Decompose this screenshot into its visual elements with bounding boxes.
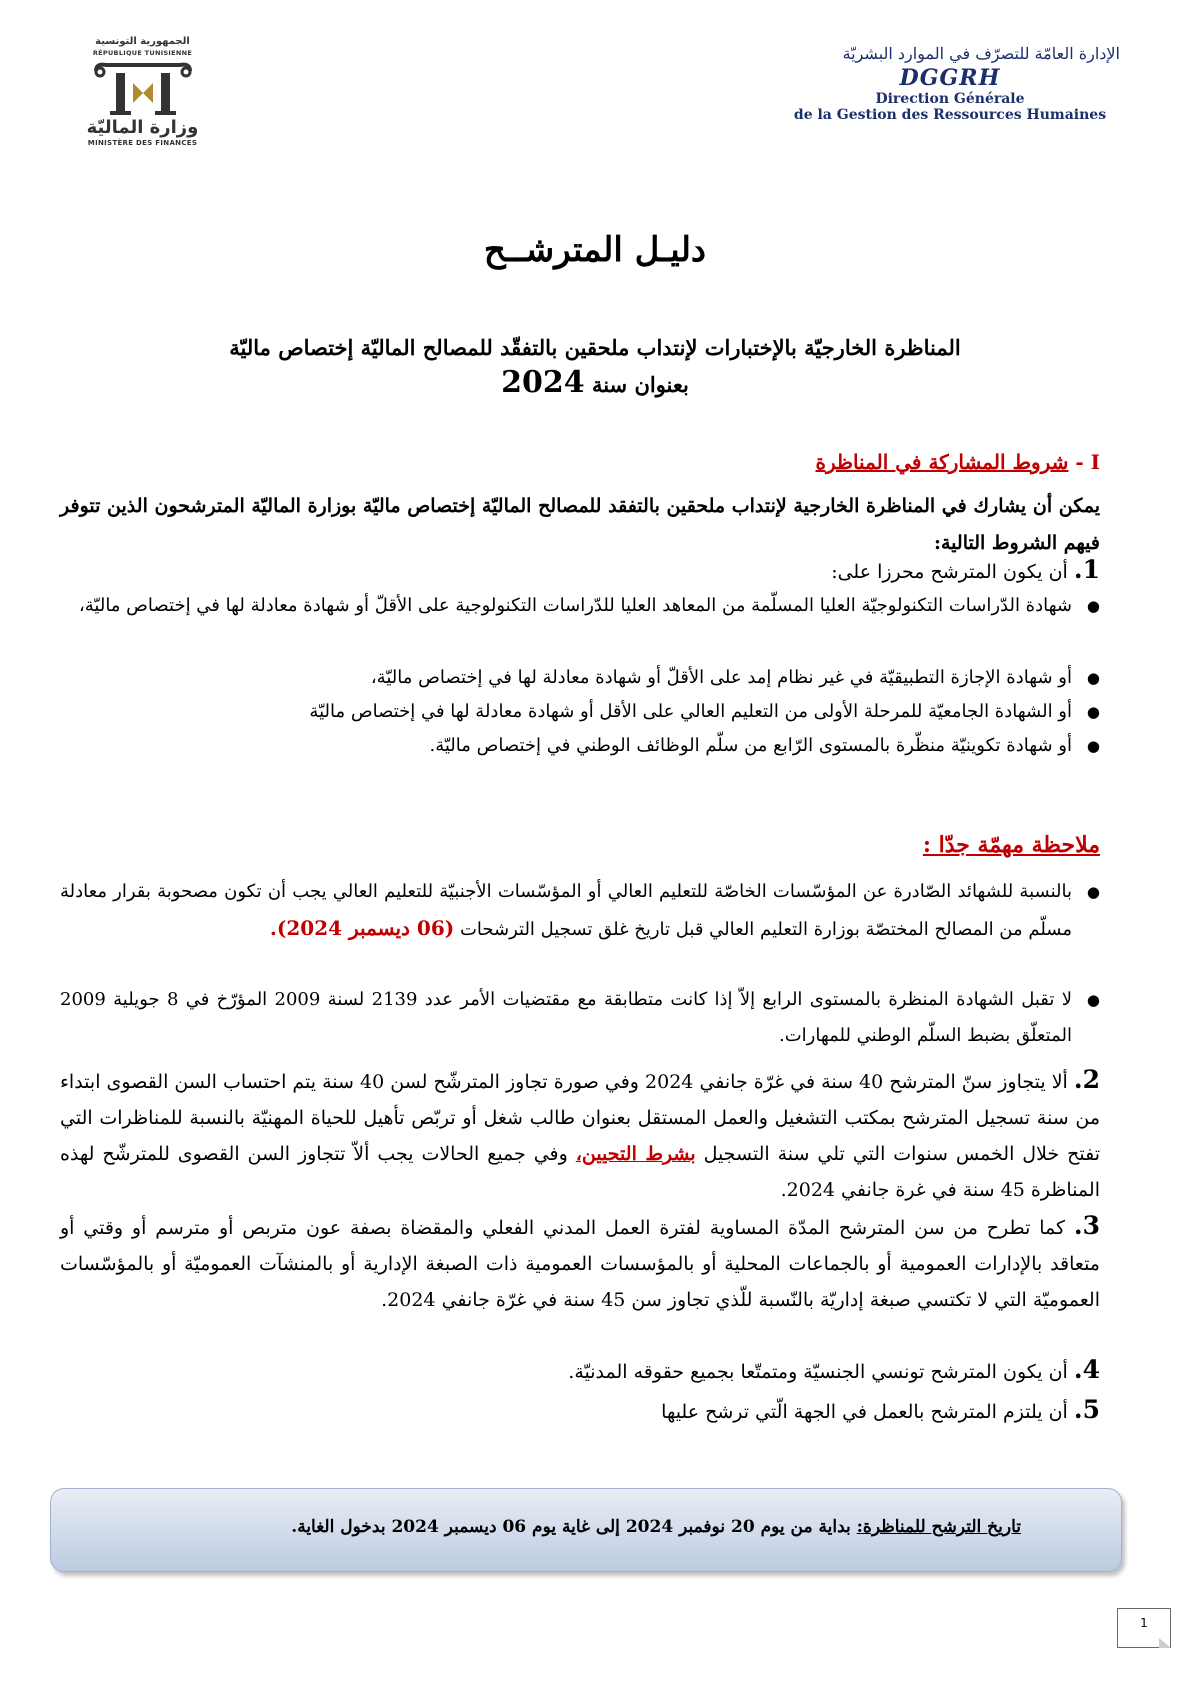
bullet-icon: ● (1086, 597, 1100, 615)
list-item-text: أو شهادة تكوينيّة منظّرة بالمستوى الرّابع من سلّم الوظائف الوطني في إختصاص ماليّة. (429, 735, 1072, 756)
logo-republic-fr: RÉPUBLIQUE TUNISIENNE (92, 49, 193, 57)
document-subtitle-year-line (0, 365, 1190, 400)
list-item-text: بالنسبة للشهائد الصّادرة عن المؤسّسات الخاصّة للتعليم العالي أو المؤسّسات الأجنبيّة للتعليم العالي يجب أن تكون مصحوبة بقرار معادلة مسلّم من المصالح المختصّة بوزارة التعليم العالي قبل تاريخ غلق تسجيل الترشحات (60, 881, 1072, 940)
bullet-icon: ● (1086, 703, 1100, 721)
list-item (60, 694, 1100, 730)
columns-emblem-icon (88, 61, 198, 117)
condition-text: أن يلتزم المترشح بالعمل في الجهة الّتي ترشح عليها (661, 1401, 1068, 1423)
dggrh-abbreviation: DGGRH (899, 65, 1001, 91)
condition-text: ألا يتجاوز سنّ المترشح 40 سنة في غرّة جانفي 2024 وفي صورة تجاوز المترشّح لسن 40 سنة يتم احتساب السن القصوى ابتداء من سنة تسجيل المترشح بمكتب التشغيل والعمل المستقل بعنوان طالب شغل أو تربّص تأهيل للحياة المهنيّة بالنسبة للمناظرات التي تفتح خلال الخمس سنوات التي تلي سنة التسجيل (60, 1071, 1100, 1165)
list-item-text: أو الشهادة الجامعيّة للمرحلة الأولى من التعليم العالي على الأقل أو شهادة معادلة لها في إختصاص ماليّة (309, 701, 1072, 722)
list-item (60, 874, 1100, 948)
section-title: شروط المشاركة في المناظرة (815, 450, 1069, 474)
subtitle-year: 2024 (501, 365, 585, 400)
section-heading (816, 450, 1100, 474)
bullet-icon: ● (1086, 883, 1100, 901)
list-item (60, 660, 1100, 696)
condition-2 (60, 1062, 1100, 1208)
bullet-icon: ● (1086, 737, 1100, 755)
logo-ministry-ar: وزارة الماليّة (86, 117, 199, 138)
condition-4 (60, 1352, 1100, 1390)
application-date-value: بداية من يوم 20 نوفمبر 2024 إلى غاية يوم 06 ديسمبر 2024 بدخول الغاية. (291, 1517, 851, 1537)
list-item (60, 728, 1100, 764)
document-subtitle: المناظرة الخارجيّة بالإختبارات لإنتداب ملحقين بالتفقّد للمصالح الماليّة إختصاص ماليّة (229, 335, 961, 360)
section-number: I - (1075, 450, 1100, 474)
subtitle-year-prefix: بعنوان سنة (591, 372, 689, 397)
condition-text: كما تطرح من سن المترشح المدّة المساوية لفترة العمل المدني الفعلي والمقضاة بصفة عون متربص أو مترسم أو وقتي أو متعاقد بالإدارات العمومية أو بالجماعات المحلية أو بالمؤسسات العمومية ذات الصبغة الإدارية أو بالمنشآت العموميّة أو بالمؤسّسات العموميّة التي لا تكتسي صبغة إداريّة بالنّسبة للّذي تجاوز سن 45 سنة في غرّة جانفي 2024. (60, 1217, 1100, 1311)
list-item-text: أو شهادة الإجازة التطبيقيّة في غير نظام إمد على الأقلّ أو شهادة معادلة لها في إختصاص ماليّة، (370, 667, 1072, 688)
bullet-icon: ● (1086, 991, 1100, 1009)
application-date-text (91, 1517, 1021, 1537)
dggrh-header (780, 44, 1120, 123)
application-date-box (50, 1488, 1122, 1572)
logo-ministry-fr: MINISTÈRE DES FINANCES (87, 139, 198, 147)
condition-number: 1. (1073, 555, 1100, 584)
important-note-heading: ملاحظة مهمّة جدّا : (922, 832, 1100, 858)
list-item-text: لا تقبل الشهادة المنظرة بالمستوى الرابع إلاّ إذا كانت متطابقة مع مقتضيات الأمر عدد 2139 لسنة 2009 المؤرّخ في 8 جويلية 2009 المتعلّق بضبط السلّم الوطني للمهارات. (60, 989, 1073, 1046)
condition-number: 2. (1073, 1065, 1101, 1094)
condition-number: 4. (1073, 1355, 1100, 1384)
condition-text: أن يكون المترشح محرزا على: (831, 561, 1068, 583)
list-item (60, 588, 1100, 624)
condition-5 (60, 1392, 1100, 1430)
condition-text: وفي جميع الحالات يجب ألاّ تتجاوز السن القصوى للمترشّح لهذه المناظرة 45 سنة في غرة جانفي 2024. (60, 1143, 1100, 1201)
condition-number: 5. (1073, 1395, 1100, 1424)
logo-republic-ar: الجمهورية التونسية (95, 36, 190, 47)
ministry-logo (50, 30, 235, 175)
condition-number: 3. (1073, 1211, 1100, 1240)
page-number: 1 (1117, 1608, 1171, 1648)
condition-text: أن يكون المترشح تونسي الجنسيّة ومتمتّعا بجميع حقوقه المدنيّة. (568, 1361, 1068, 1383)
document-title: دليـل المترشــح (483, 230, 707, 270)
list-item (60, 982, 1100, 1054)
dggrh-french-line1: Direction Générale (875, 91, 1025, 107)
dggrh-arabic-name: الإدارة العامّة للتصرّف في الموارد البشريّة (842, 44, 1120, 63)
deadline-date: (06 ديسمبر 2024). (269, 916, 455, 940)
application-date-label: تاريخ الترشح للمناظرة: (856, 1517, 1021, 1537)
section-intro: يمكن أن يشارك في المناظرة الخارجية لإنتداب ملحقين بالتفقد للمصالح الماليّة إختصاص ماليّة بوزارة الماليّة المترشحون الذين تتوفر فيهم الشروط التالية: (60, 495, 1100, 554)
condition-1 (60, 552, 1100, 590)
dggrh-french-line2: de la Gestion des Ressources Humaines (793, 107, 1107, 123)
condition-3 (60, 1208, 1100, 1318)
bullet-icon: ● (1086, 669, 1100, 687)
condition-highlight: بشرط التحيين، (575, 1143, 696, 1165)
list-item-text: شهادة الدّراسات التكنولوجيّة العليا المسلّمة من المعاهد العليا للدّراسات التكنولوجية على الأقلّ أو شهادة معادلة لها في إختصاص ماليّة، (78, 595, 1072, 616)
